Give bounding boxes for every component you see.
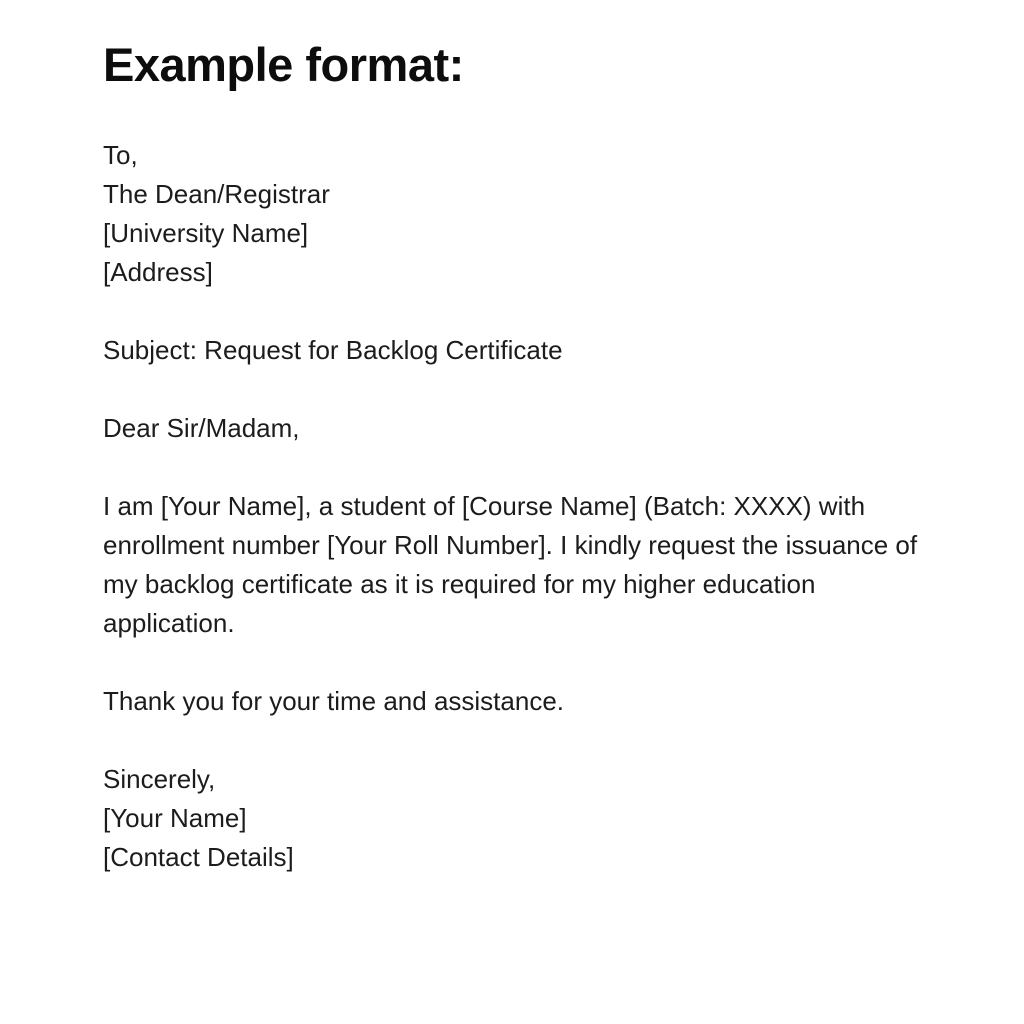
page-title: Example format: bbox=[103, 38, 464, 91]
signoff-sincerely: Sincerely, bbox=[103, 764, 216, 795]
signoff-block bbox=[103, 760, 934, 877]
recipient-line-address: [Address] bbox=[103, 257, 213, 288]
body-paragraph: I am [Your Name], a student of [Course Name] (Batch: XXXX) with enrollment number [Your Roll Number]. I kindly request the issuance of my backlog certificate as it is required for my higher education application. bbox=[103, 491, 918, 639]
signoff-contact: [Contact Details] bbox=[103, 842, 294, 873]
closing-thanks: Thank you for your time and assistance. bbox=[103, 686, 565, 717]
recipient-block bbox=[103, 136, 934, 292]
subject-line: Subject: Request for Backlog Certificate bbox=[103, 335, 563, 366]
recipient-line-dean: The Dean/Registrar bbox=[103, 179, 330, 210]
signoff-name: [Your Name] bbox=[103, 803, 247, 834]
recipient-line-to: To, bbox=[103, 140, 138, 171]
recipient-line-university: [University Name] bbox=[103, 218, 309, 249]
salutation: Dear Sir/Madam, bbox=[103, 413, 300, 444]
